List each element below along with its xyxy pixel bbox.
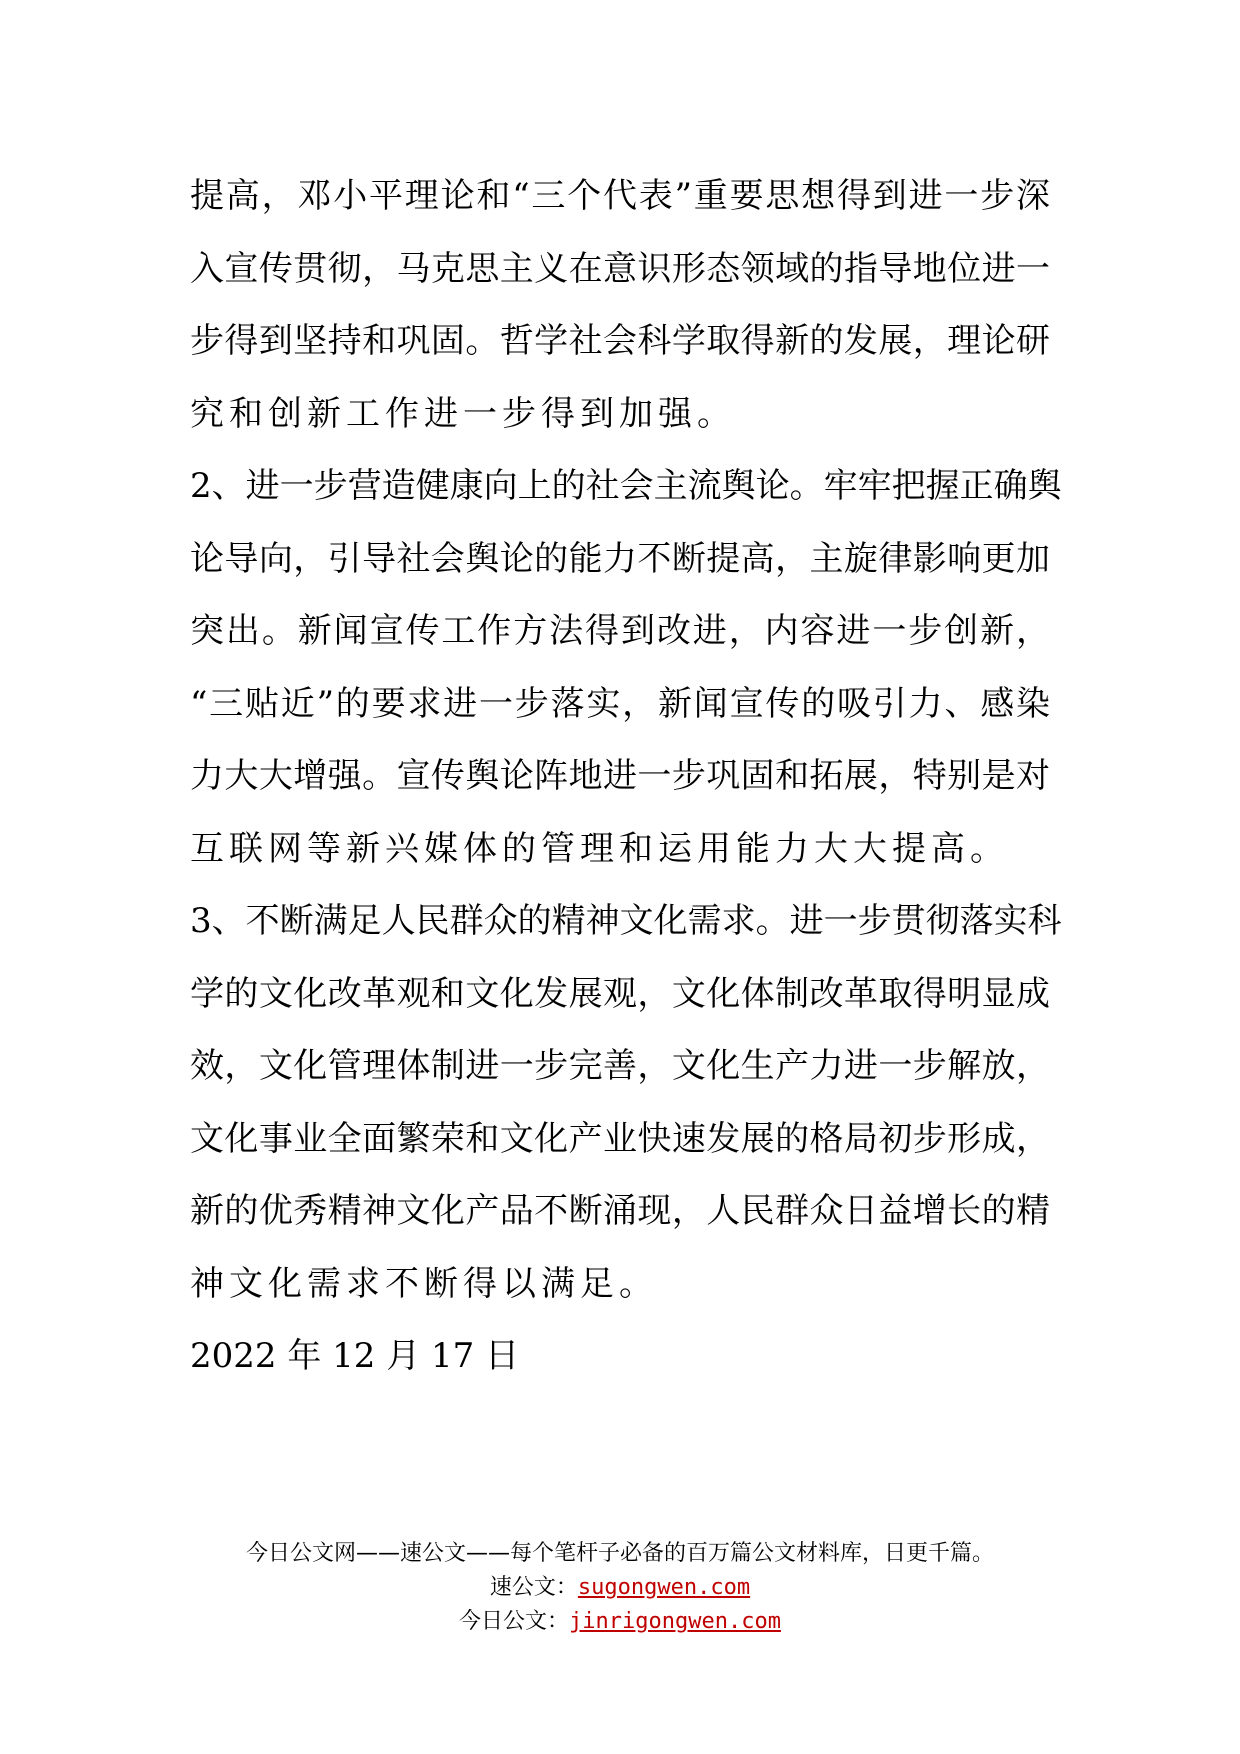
paragraph-line: 2、进一步营造健康向上的社会主流舆论。牢牢把握正确舆	[190, 466, 1062, 506]
paragraph-line: 提高，邓小平理论和“三个代表”重要思想得到进一步深	[190, 176, 1050, 216]
paragraph-line: 力大大增强。宣传舆论阵地进一步巩固和拓展，特别是对	[190, 756, 1050, 796]
paragraph-line: 论导向，引导社会舆论的能力不断提高，主旋律影响更加	[190, 538, 1050, 579]
paragraph-line: 突出。新闻宣传工作方法得到改进，内容进一步创新，	[190, 611, 1050, 651]
paragraph-line: 究和创新工作进一步得到加强。	[190, 393, 736, 434]
paragraph-line: 新的优秀精神文化产品不断涌现，人民群众日益增长的精	[190, 1191, 1050, 1231]
paragraph-line: 步得到坚持和巩固。哲学社会科学取得新的发展，理论研	[190, 321, 1050, 361]
page-footer	[0, 1537, 1240, 1639]
footer-tagline: 今日公文网——速公文——每个笔杆子必备的百万篇公文材料库，日更千篇。	[245, 1541, 994, 1566]
paragraph-line: 入宣传贯彻，马克思主义在意识形态领域的指导地位进一	[190, 248, 1050, 289]
jinri-label: 今日公文：	[459, 1609, 570, 1634]
paragraph-line: 3、不断满足人民群众的精神文化需求。进一步贯彻落实科	[190, 901, 1062, 941]
paragraph-line: “三贴近”的要求进一步落实，新闻宣传的吸引力、感染	[190, 683, 1050, 724]
document-body	[190, 160, 1062, 1393]
jinri-link[interactable]: jinrigongwen.com	[569, 1609, 781, 1634]
paragraph-line: 学的文化改革观和文化发展观，文化体制改革取得明显成	[190, 973, 1050, 1014]
sugongwen-label: 速公文：	[489, 1575, 578, 1600]
paragraph-line: 效，文化管理体制进一步完善，文化生产力进一步解放，	[190, 1046, 1050, 1086]
footer-jinri	[0, 1605, 1240, 1639]
footer-sugongwen	[0, 1571, 1240, 1605]
paragraph-line: 互联网等新兴媒体的管理和运用能力大大提高。	[190, 828, 1009, 869]
sugongwen-link[interactable]: sugongwen.com	[577, 1575, 751, 1600]
document-date: 2022 年 12 月 17 日	[190, 1336, 520, 1376]
paragraph-line: 文化事业全面繁荣和文化产业快速发展的格局初步形成，	[190, 1118, 1050, 1159]
paragraph-line: 神文化需求不断得以满足。	[190, 1263, 658, 1304]
